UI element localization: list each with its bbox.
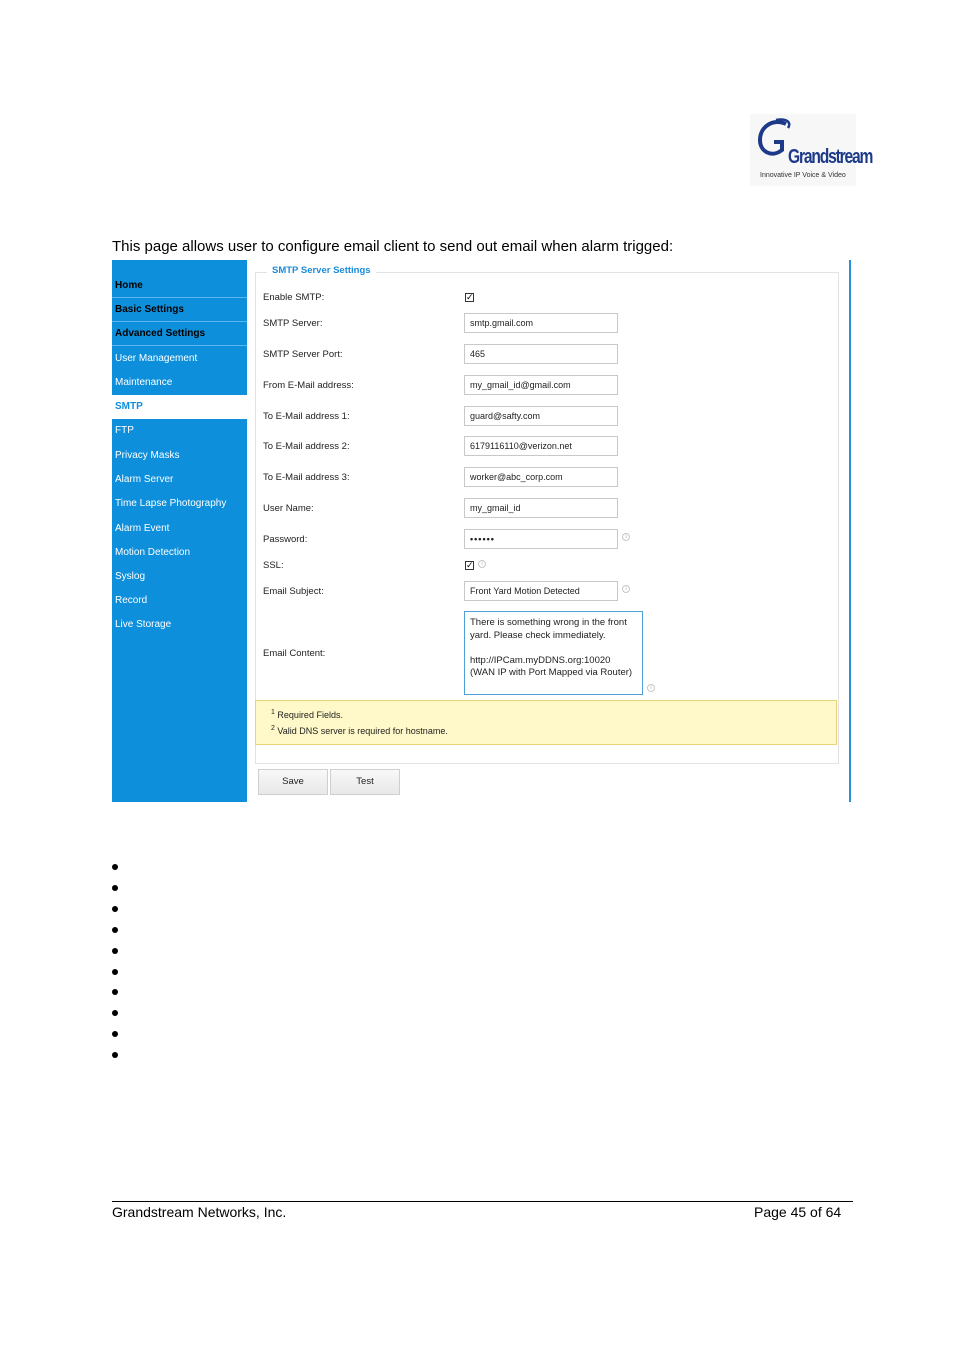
sidebar-item-alarm-event[interactable]: Alarm Event [115,523,170,534]
sidebar-item-home[interactable]: Home [112,274,247,298]
sidebar [112,260,247,802]
sidebar-item-live-storage[interactable]: Live Storage [115,619,172,630]
email-subject-info-icon[interactable]: i [622,585,630,593]
email-subject-label: Email Subject: [263,586,324,597]
sidebar-item-maintenance[interactable]: Maintenance [115,377,173,388]
list-item-bullet [112,906,118,912]
to-email-1-input[interactable]: guard@safty.com [464,406,618,426]
sidebar-item-smtp[interactable]: SMTP [112,395,247,419]
sidebar-item-record[interactable]: Record [115,595,148,606]
sidebar-item-advanced-settings[interactable]: Advanced Settings [112,322,247,346]
sidebar-item-user-management[interactable]: User Management [115,353,198,364]
enable-smtp-checkbox[interactable]: ✓ [466,292,474,302]
list-item-bullet [112,864,118,870]
sidebar-item-time-lapse[interactable]: Time Lapse Photography [115,498,227,509]
email-content-label: Email Content: [263,648,326,659]
smtp-port-label: SMTP Server Port: [263,349,343,360]
sidebar-item-alarm-server[interactable]: Alarm Server [115,474,174,485]
user-name-input[interactable]: my_gmail_id [464,498,618,518]
note-line-1: $^1$ Required Fields. [271,709,343,720]
list-item-bullet [112,885,118,891]
user-name-label: User Name: [263,503,314,514]
required-fields-note [255,700,837,745]
grandstream-logo [750,114,873,186]
password-info-icon[interactable]: i [622,533,630,541]
smtp-settings-screenshot [112,260,852,802]
footer-page-number: Page 45 of 64 [754,1204,842,1220]
intro-text: This page allows user to configure email client to send out email when alarm trigged: [112,238,674,255]
sidebar-item-syslog[interactable]: Syslog [115,571,146,582]
email-content-textarea[interactable]: There is something wrong in the front yard. Please check immediately. http://IPCam.myDDNS.org:10020 (WAN IP with Port Mapped via Router) [464,611,643,695]
test-button[interactable]: Test [330,769,400,795]
note-line-2: $^2$ Valid DNS server is required for hostname. [271,725,448,736]
sidebar-item-motion-detection[interactable]: Motion Detection [115,547,191,558]
sidebar-item-privacy-masks[interactable]: Privacy Masks [115,450,180,461]
footer-company: Grandstream Networks, Inc. [112,1204,287,1220]
from-email-label: From E-Mail address: [263,380,354,391]
password-label: Password: [263,534,308,545]
list-item-bullet [112,1052,118,1058]
email-content-info-icon[interactable]: i [647,684,655,692]
smtp-server-input[interactable]: smtp.gmail.com [464,313,618,333]
list-item-bullet [112,969,118,975]
list-item-bullet [112,989,118,995]
smtp-server-label: SMTP Server: [263,318,323,329]
enable-smtp-label: Enable SMTP: [263,292,325,303]
password-input[interactable]: •••••• [464,529,618,549]
to-email-2-label: To E-Mail address 2: [263,441,350,452]
logo-tagline: Innovative IP Voice & Video [760,172,846,179]
email-subject-input[interactable]: Front Yard Motion Detected [464,581,618,601]
list-item-bullet [112,948,118,954]
to-email-3-input[interactable]: worker@abc_corp.com [464,467,618,487]
ssl-info-icon[interactable]: i [478,560,486,568]
list-item-bullet [112,1010,118,1016]
content-right-border [849,260,851,802]
logo-wordmark: Grandstream [788,146,873,168]
ssl-label: SSL: [263,560,284,571]
smtp-port-input[interactable]: 465 [464,344,618,364]
save-button[interactable]: Save [258,769,328,795]
list-item-bullet [112,1031,118,1037]
sidebar-item-ftp[interactable]: FTP [115,425,134,436]
to-email-3-label: To E-Mail address 3: [263,472,350,483]
sidebar-item-basic-settings[interactable]: Basic Settings [112,298,247,322]
to-email-2-input[interactable]: 6179116110@verizon.net [464,436,618,456]
footer-divider [112,1201,853,1202]
from-email-input[interactable]: my_gmail_id@gmail.com [464,375,618,395]
to-email-1-label: To E-Mail address 1: [263,411,350,422]
list-item-bullet [112,927,118,933]
fieldset-legend: SMTP Server Settings [267,265,376,276]
ssl-checkbox[interactable]: ✓ [466,560,474,570]
